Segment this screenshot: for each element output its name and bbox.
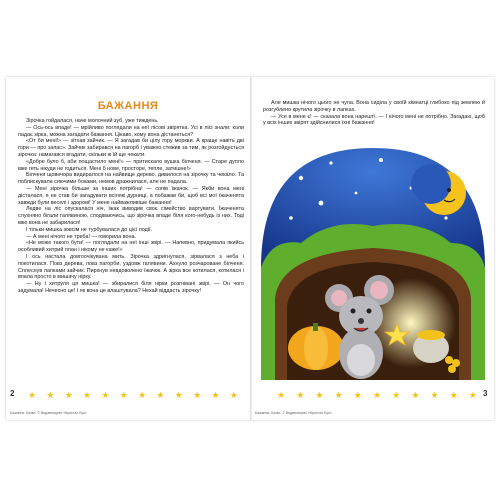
page-number: 2 xyxy=(10,389,15,398)
paragraph: — Мені зірочка більше за інших потрібна! — сопів їжачок. — Якби вона мені дісталася, я не став би загадувати всілякі дурниці, а побажав би, щоб всі мої їжаченята завжди були веселі і здорові! У мене найважливіше бажання! xyxy=(18,185,244,206)
star-icon: ★ xyxy=(430,390,439,400)
star-icon: ★ xyxy=(372,390,382,400)
star-icon: ★ xyxy=(119,390,128,400)
paragraph: — Ну і хитруля ця мишка! — збиралися біля нірки розгнівані звірі. — Он чого задумала! Нечесно це! І як вона це влаштувала? Нехай віддасть зірочку! xyxy=(18,281,244,294)
paragraph: — Ось-ось впаде! — мрійливо поглядали на неї лісові звірятка. Усі в лісі знали: коли падає зірка, можна загадати бажання. Цікаво, кому вона дістанеться? xyxy=(18,124,244,138)
paragraph: — Усе в мене є! — сказала вона нарешті. — І нічого мені не потрібно. Загадаю, щоб у всіх інших звірят здійснилися їхні бажання! xyxy=(263,113,485,127)
star-icon: ★ xyxy=(277,390,286,400)
star-icon: ★ xyxy=(64,390,73,400)
paragraph: І ось настала довгоочікувана мить. Зірочка здригнулася, зірвалася з неба і покотилася. Повз дерева, повз пагорби, уздовж галявини. Ахнуло розчароване білченя. Сплеснув лапками зайчик. Пирхнув невдоволено їжачок. А зірка все котилася, котилася і впала просто в мишачу нірку. xyxy=(18,253,244,281)
mouse-burrow-illustration xyxy=(261,148,485,380)
paragraph: І тільки мишка зовсім не турбувалася до цієї події. xyxy=(26,226,152,233)
star-icon: ★ xyxy=(28,390,37,400)
decorative-stars xyxy=(277,390,477,401)
page-footer: Бажання. Казки. © Видавництво «Кристал Бук» xyxy=(255,411,332,415)
story-title: БАЖАННЯ xyxy=(97,100,159,112)
star-icon: ★ xyxy=(193,390,202,400)
star-icon: ★ xyxy=(138,390,147,400)
page-footer: Бажання. Казки. © Видавництво «Кристал Бук» xyxy=(10,411,87,415)
right-page-text xyxy=(263,100,485,127)
paragraph: Але мишка нічого цього не чула. Вона сиділа у своїй кімнатці глибоко під землею й розгублено крутила зірочку в лапках. xyxy=(263,100,485,113)
star-icon: ★ xyxy=(296,390,305,400)
star-icon: ★ xyxy=(229,390,238,400)
page-number: 3 xyxy=(483,389,488,398)
star-icon: ★ xyxy=(46,390,55,400)
right-page xyxy=(255,78,491,418)
star-icon: ★ xyxy=(315,390,324,400)
star-icon: ★ xyxy=(353,390,362,400)
left-page-text xyxy=(18,118,244,295)
star-icon: ★ xyxy=(156,390,165,400)
star-icon: ★ xyxy=(449,390,458,400)
paragraph: «От би мені!» — зітхав зайчик. — Я загадав би цілу гору моркви. А краще навіть дві гори — про запас». Зайчик забирався на пагорб і уважно стежив за тим, як розгойдується зірочка: намагався вгадати, скільки ж їй ще чекати. xyxy=(18,138,244,158)
star-icon: ★ xyxy=(334,390,343,400)
star-icon: ★ xyxy=(101,390,110,400)
book-gutter xyxy=(250,77,252,420)
star-icon: ★ xyxy=(468,390,477,400)
star-icon: ★ xyxy=(411,390,420,400)
paragraph: «Добре було б, аби пощастило мені!» — притискало вушка білченя. — Старе дупло вже геть нікуди не годиться. Мені б нове, просторе, тепле, затишне!» xyxy=(18,158,244,172)
star-icon: ★ xyxy=(174,390,183,400)
decorative-stars xyxy=(28,390,238,401)
star-icon: ★ xyxy=(392,390,401,400)
paragraph: Зірочка гойдалася, наче молочний зуб, уже тиждень. xyxy=(26,118,159,124)
paragraph: — А мені нічого не треба! — говорила вона. xyxy=(26,233,136,240)
paragraph: Ледве на ліс опускалася ніч, їжак виводив своє сімейство вартувати. Їжаченята слухняно бігали галявиною, сподіваючись, що зірочка впаде біля кого-небудь із них. Тоді вже вона не забарилася! xyxy=(18,206,244,226)
left-page xyxy=(10,78,246,418)
star-icon: ★ xyxy=(211,390,220,400)
paragraph: «Не може такого бути! — поглядали на неї інші звірі. — Напевно, придумала якийсь особливий хитрий план і нікому не каже!» xyxy=(18,240,244,254)
paragraph: Білченя щовечора видиралося на найвище дерево, дивилося на зірочку та чекало. Та поблискувала сяючими боками, немов дражнилася, але не падала. xyxy=(18,172,244,186)
star-icon: ★ xyxy=(83,390,92,400)
